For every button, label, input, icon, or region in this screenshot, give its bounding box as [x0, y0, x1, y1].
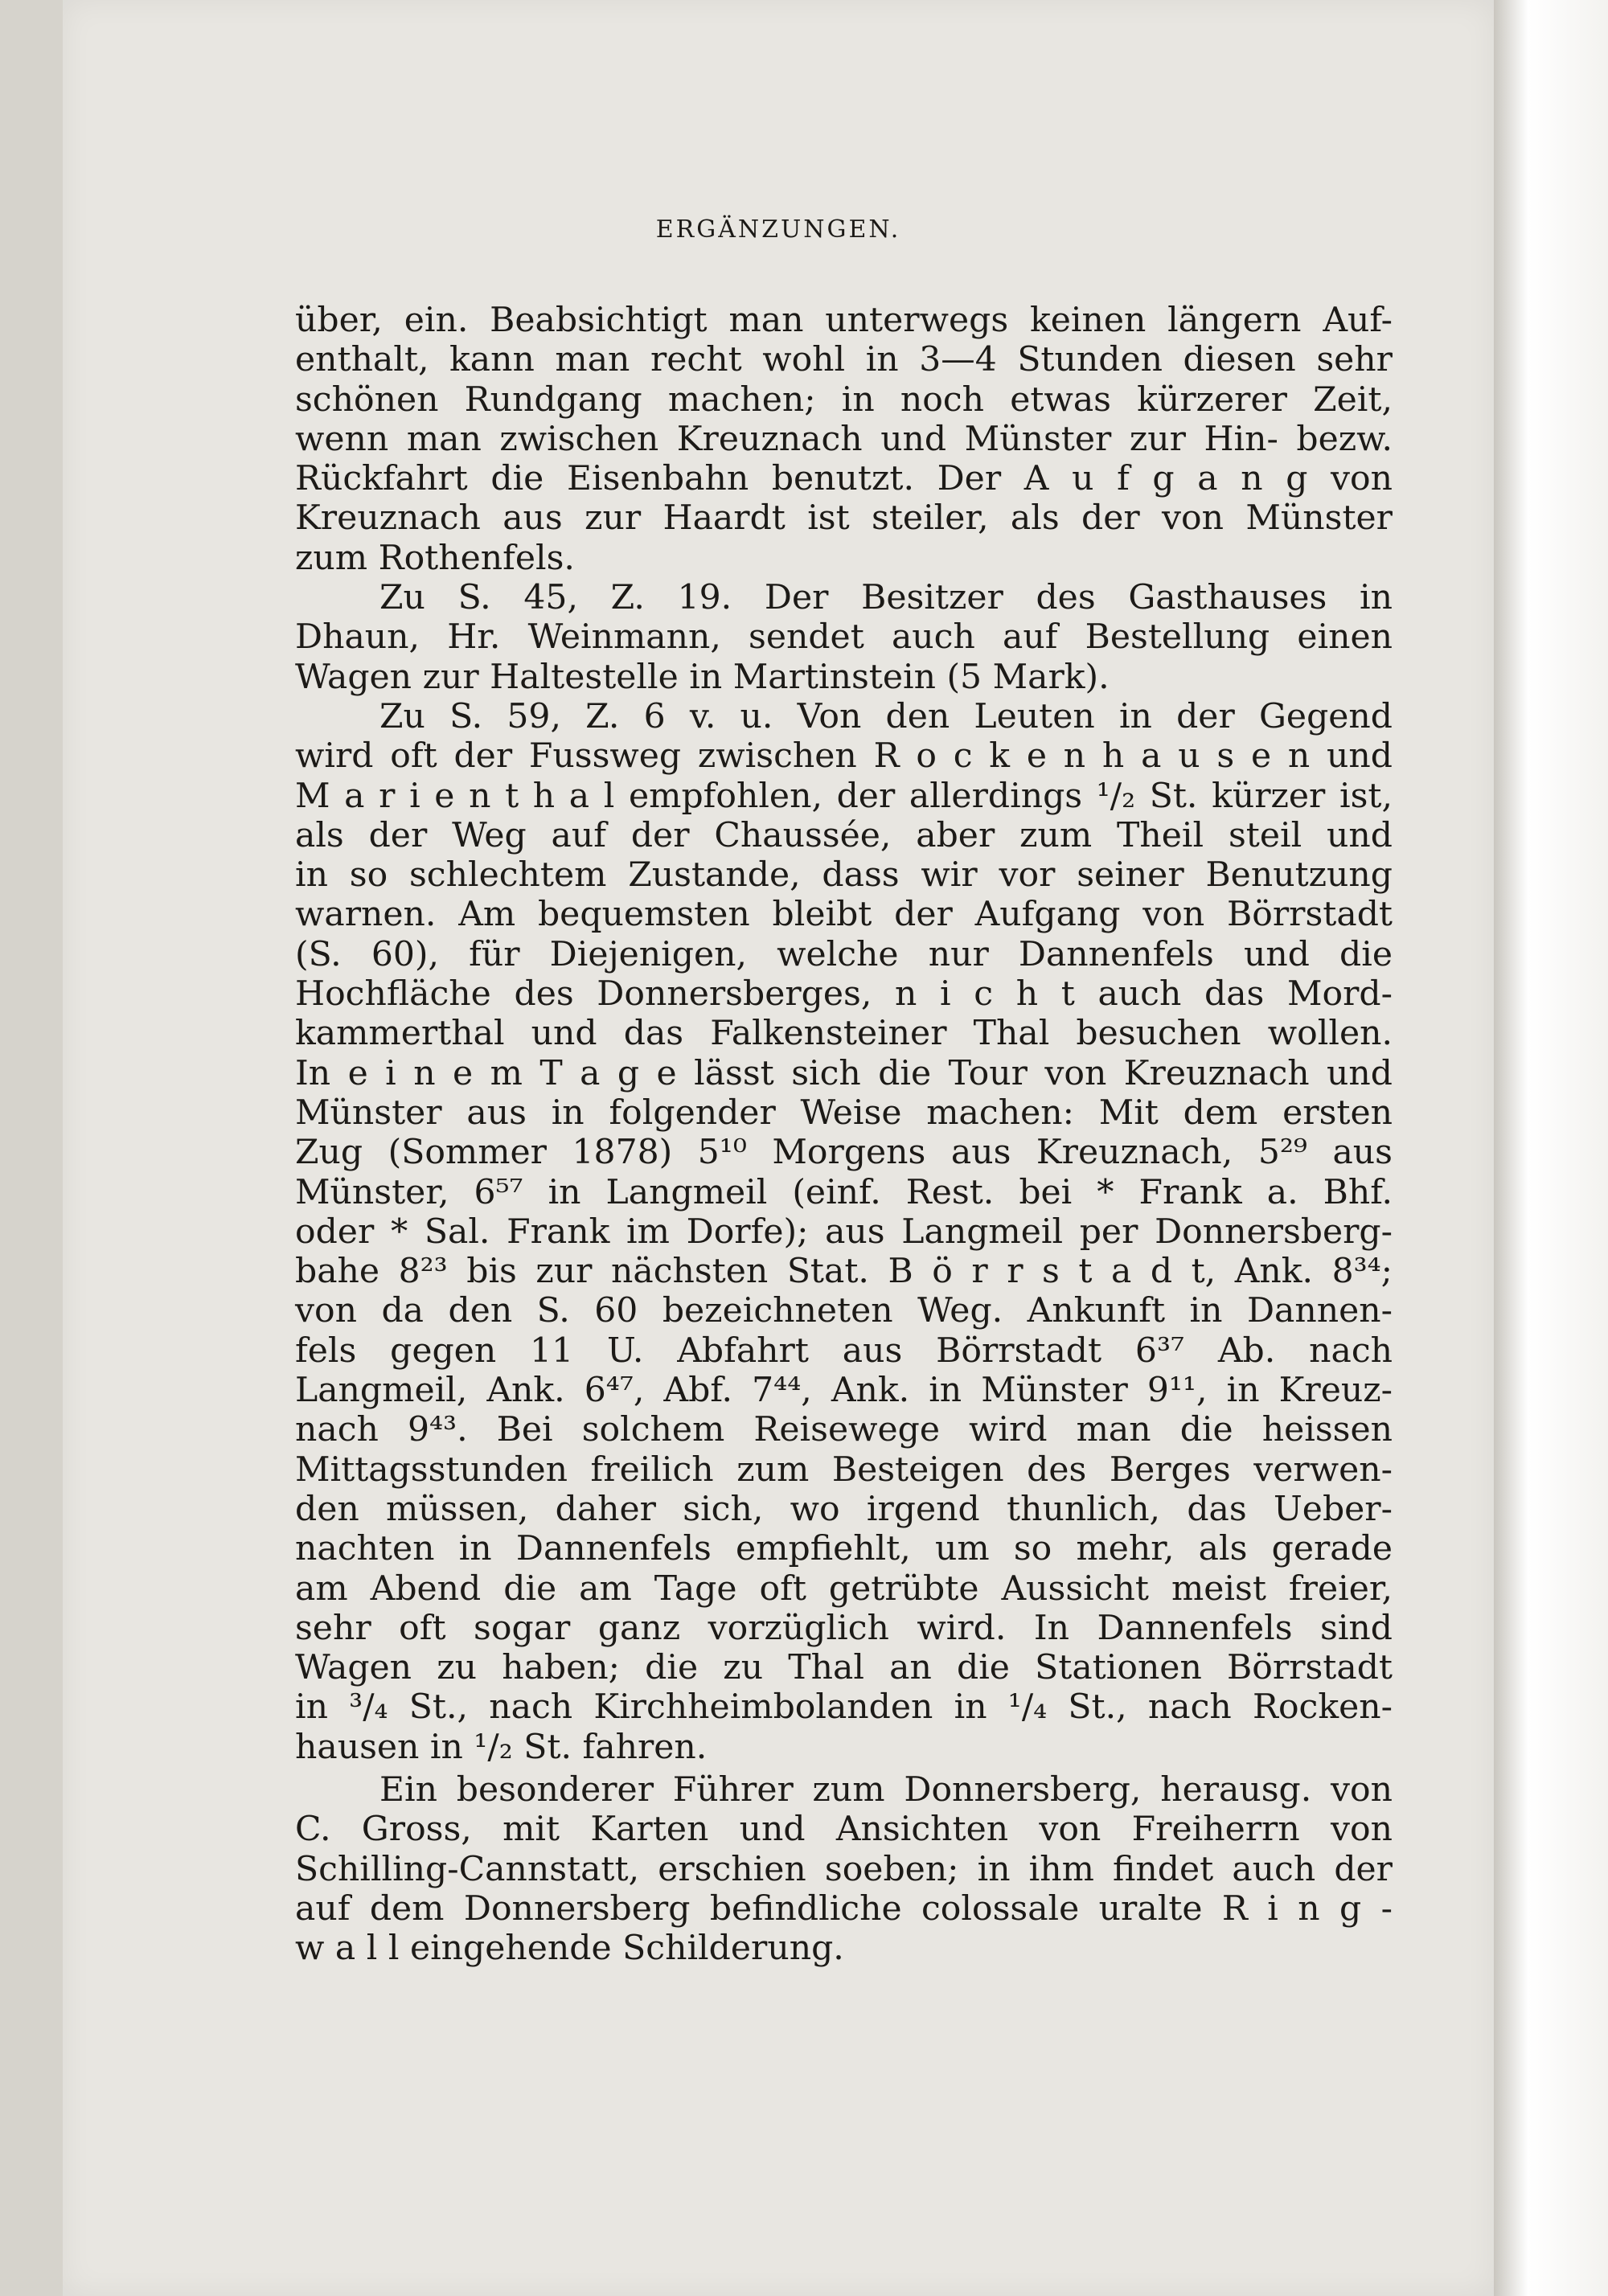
text-line: fels gegen 11 U. Abfahrt aus Börrstadt 6³⁷ Ab. nach: [295, 1330, 1393, 1371]
body-text: [295, 301, 1393, 1968]
text-line: oder * Sal. Frank im Dorfe); aus Langmeil per Donnersberg-: [295, 1212, 1393, 1252]
text-line: In e i n e m T a g e lässt sich die Tour von Kreuznach und: [295, 1053, 1393, 1093]
text-line: Münster aus in folgender Weise machen: Mit dem ersten: [295, 1093, 1393, 1133]
text-line: nachten in Dannenfels empfiehlt, um so mehr, als gerade: [295, 1529, 1393, 1569]
text-line: wird oft der Fussweg zwischen R o c k e n h a u s e n und: [295, 736, 1393, 777]
text-line: Mittagsstunden freilich zum Besteigen des Berges verwen-: [295, 1449, 1393, 1490]
text-line: von da den S. 60 bezeichneten Weg. Ankunft in Dannen-: [295, 1291, 1393, 1331]
text-line: zum Rothenfels.: [295, 538, 575, 578]
text-line: kammerthal und das Falkensteiner Thal besuchen wollen.: [295, 1014, 1393, 1054]
text-line: wenn man zwischen Kreuznach und Münster zur Hin- bezw.: [295, 419, 1393, 459]
text-line: Ein besonderer Führer zum Donnersberg, herausg. von: [379, 1769, 1393, 1810]
text-line: Schilling-Cannstatt, erschien soeben; in ihm findet auch der: [295, 1849, 1393, 1889]
text-line: nach 9⁴³. Bei solchem Reisewege wird man die heissen: [295, 1410, 1393, 1450]
text-line: den müssen, daher sich, wo irgend thunlich, das Ueber-: [295, 1489, 1393, 1529]
text-line: Dhaun, Hr. Weinmann, sendet auch auf Bestellung einen: [295, 617, 1393, 658]
text-line: M a r i e n t h a l empfohlen, der allerdings ¹/₂ St. kürzer ist,: [295, 776, 1393, 816]
text-line: über, ein. Beabsichtigt man unterwegs keinen längern Auf-: [295, 301, 1393, 340]
text-line: warnen. Am bequemsten bleibt der Aufgang von Börrstadt: [295, 895, 1393, 935]
text-line: Langmeil, Ank. 6⁴⁷, Abf. 7⁴⁴, Ank. in Münster 9¹¹, in Kreuz-: [295, 1371, 1393, 1411]
text-line: in ³/₄ St., nach Kirchheimbolanden in ¹/₄ St., nach Rocken-: [295, 1687, 1393, 1728]
text-line: Wagen zur Haltestelle in Martinstein (5 Mark).: [295, 657, 1110, 697]
text-line: als der Weg auf der Chaussée, aber zum Theil steil und: [295, 815, 1393, 855]
text-line: enthalt, kann man recht wohl in 3—4 Stunden diesen sehr: [295, 340, 1393, 380]
text-line: bahe 8²³ bis zur nächsten Stat. B ö r r s t a d t, Ank. 8³⁴;: [295, 1252, 1393, 1292]
text-line: Zu S. 59, Z. 6 v. u. Von den Leuten in der Gegend: [379, 696, 1393, 736]
text-line: hausen in ¹/₂ St. fahren.: [295, 1727, 708, 1767]
text-line: Kreuznach aus zur Haardt ist steiler, als der von Münster: [295, 498, 1393, 539]
text-line: Münster, 6⁵⁷ in Langmeil (einf. Rest. bei * Frank a. Bhf.: [295, 1172, 1393, 1212]
text-line: in so schlechtem Zustande, dass wir vor seiner Benutzung: [295, 855, 1393, 896]
page-edge: [1494, 0, 1608, 2296]
running-header: ERGÄNZUNGEN.: [655, 215, 901, 244]
text-line: (S. 60), für Diejenigen, welche nur Dannenfels und die: [295, 934, 1393, 974]
text-line: C. Gross, mit Karten und Ansichten von Freiherrn von: [295, 1810, 1393, 1850]
text-line: sehr oft sogar ganz vorzüglich wird. In Dannenfels sind: [295, 1608, 1393, 1648]
text-line: w a l l eingehende Schilderung.: [295, 1929, 844, 1969]
text-line: Zu S. 45, Z. 19. Der Besitzer des Gasthauses in: [379, 578, 1393, 618]
text-line: Rückfahrt die Eisenbahn benutzt. Der A u f g a n g von: [295, 459, 1393, 499]
text-line: schönen Rundgang machen; in noch etwas kürzerer Zeit,: [295, 379, 1393, 420]
text-line: am Abend die am Tage oft getrübte Aussicht meist freier,: [295, 1568, 1393, 1609]
text-line: auf dem Donnersberg befindliche colossale uralte R i n g -: [295, 1888, 1393, 1929]
text-line: Zug (Sommer 1878) 5¹⁰ Morgens aus Kreuznach, 5²⁹ aus: [295, 1133, 1393, 1173]
text-line: Hochfläche des Donnersberges, n i c h t auch das Mord-: [295, 974, 1393, 1015]
text-line: Wagen zu haben; die zu Thal an die Stationen Börrstadt: [295, 1648, 1393, 1688]
